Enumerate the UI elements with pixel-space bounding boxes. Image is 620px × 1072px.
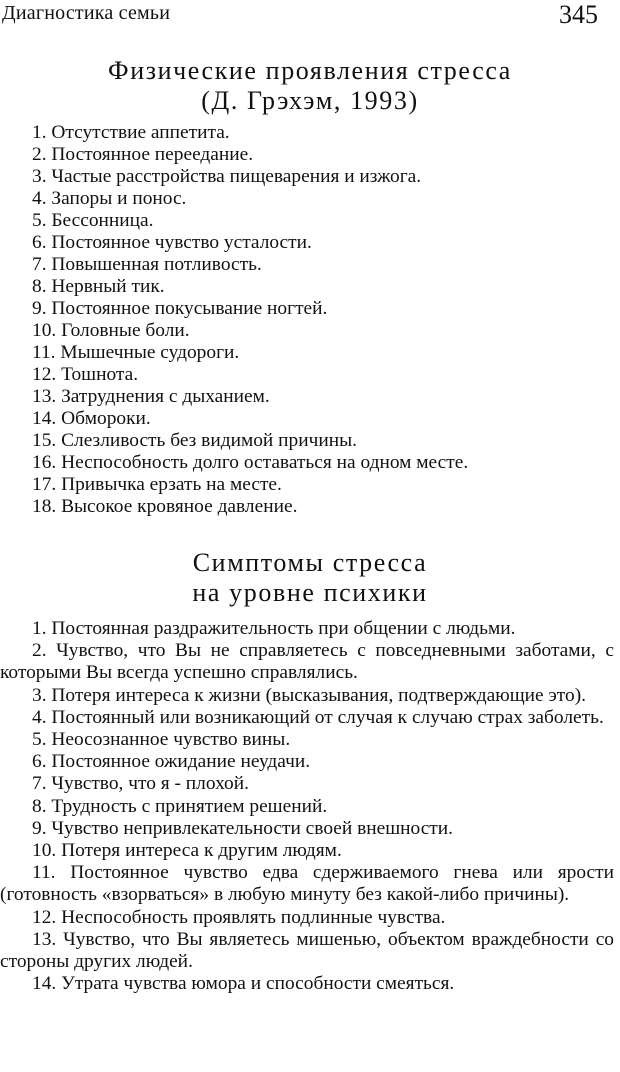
list-item: 9. Постоянное покусывание ногтей. [32, 298, 328, 319]
list-item: 6. Постоянное ожидание неудачи. [32, 751, 311, 773]
list-item: 4. Запоры и понос. [32, 188, 187, 209]
list-item: 15. Слезливость без видимой причины. [32, 430, 357, 451]
list-item: 2. Постоянное переедание. [32, 144, 254, 165]
page-number: 345 [559, 0, 598, 29]
list-item: 1. Отсутствие аппетита. [32, 122, 230, 143]
list-item: 12. Неспособность проявлять подлинные чувства. [32, 906, 446, 928]
section-subtitle-author: (Д. Грэхэм, 1993) [201, 86, 419, 115]
list-item: 9. Чувство непривлекательности своей внешности. [32, 817, 454, 839]
list-item: 10. Головные боли. [32, 320, 190, 341]
list-item: 3. Потеря интереса к жизни (высказывания, подтверждающие это). [32, 684, 586, 706]
section-title-psychic [0, 548, 620, 608]
physical-symptoms-list [0, 122, 620, 518]
list-item: 18. Высокое кровяное давление. [32, 496, 298, 517]
list-item: 1. Постоянная раздражительность при общении с людьми. [32, 618, 516, 639]
list-item: 3. Частые расстройства пищеварения и изжога. [32, 166, 422, 187]
list-item: 17. Привычка ерзать на месте. [32, 474, 282, 495]
list-item: 7. Повышенная потливость. [32, 254, 262, 275]
list-item: 11. Мышечные судороги. [32, 342, 240, 363]
list-item: 10. Потеря интереса к другим людям. [32, 840, 342, 862]
list-item: 11. Постоянное чувство едва сдерживаемого гнева или ярости (готовность «взорваться» в любую минуту без какой-либо причины). [0, 862, 614, 906]
psychic-symptoms-list [0, 618, 620, 995]
list-item: 7. Чувство, что я - плохой. [32, 773, 249, 795]
list-item: 14. Обмороки. [32, 408, 151, 429]
list-item: 8. Нервный тик. [32, 276, 165, 297]
list-item: 6. Постоянное чувство усталости. [32, 232, 312, 253]
list-item: 13. Затруднения с дыханием. [32, 386, 270, 407]
list-item: 12. Тошнота. [32, 364, 139, 385]
list-item: 2. Чувство, что Вы не справляетесь с повседневными заботами, с которыми Вы всегда успешно справлялись. [0, 640, 614, 684]
list-item: 8. Трудность с принятием решений. [32, 795, 328, 817]
list-item: 5. Бессонница. [32, 210, 154, 231]
list-item: 13. Чувство, что Вы являетесь мишенью, объектом враждебности со стороны других людей. [0, 928, 614, 973]
section-title-line: Физические проявления стресса [108, 56, 512, 85]
list-item: 4. Постоянный или возникающий от случая к случаю страх заболеть. [32, 706, 604, 728]
section-title-line: Симптомы стресса [192, 548, 428, 577]
section-title-physical [0, 56, 620, 116]
running-head: Диагностика семьи [2, 2, 171, 24]
list-item: 14. Утрата чувства юмора и способности смеяться. [32, 973, 455, 995]
section-title-line-2: на уровне психики [192, 578, 428, 607]
list-item: 16. Неспособность долго оставаться на одном месте. [32, 452, 469, 473]
list-item: 5. Неосознанное чувство вины. [32, 729, 291, 751]
